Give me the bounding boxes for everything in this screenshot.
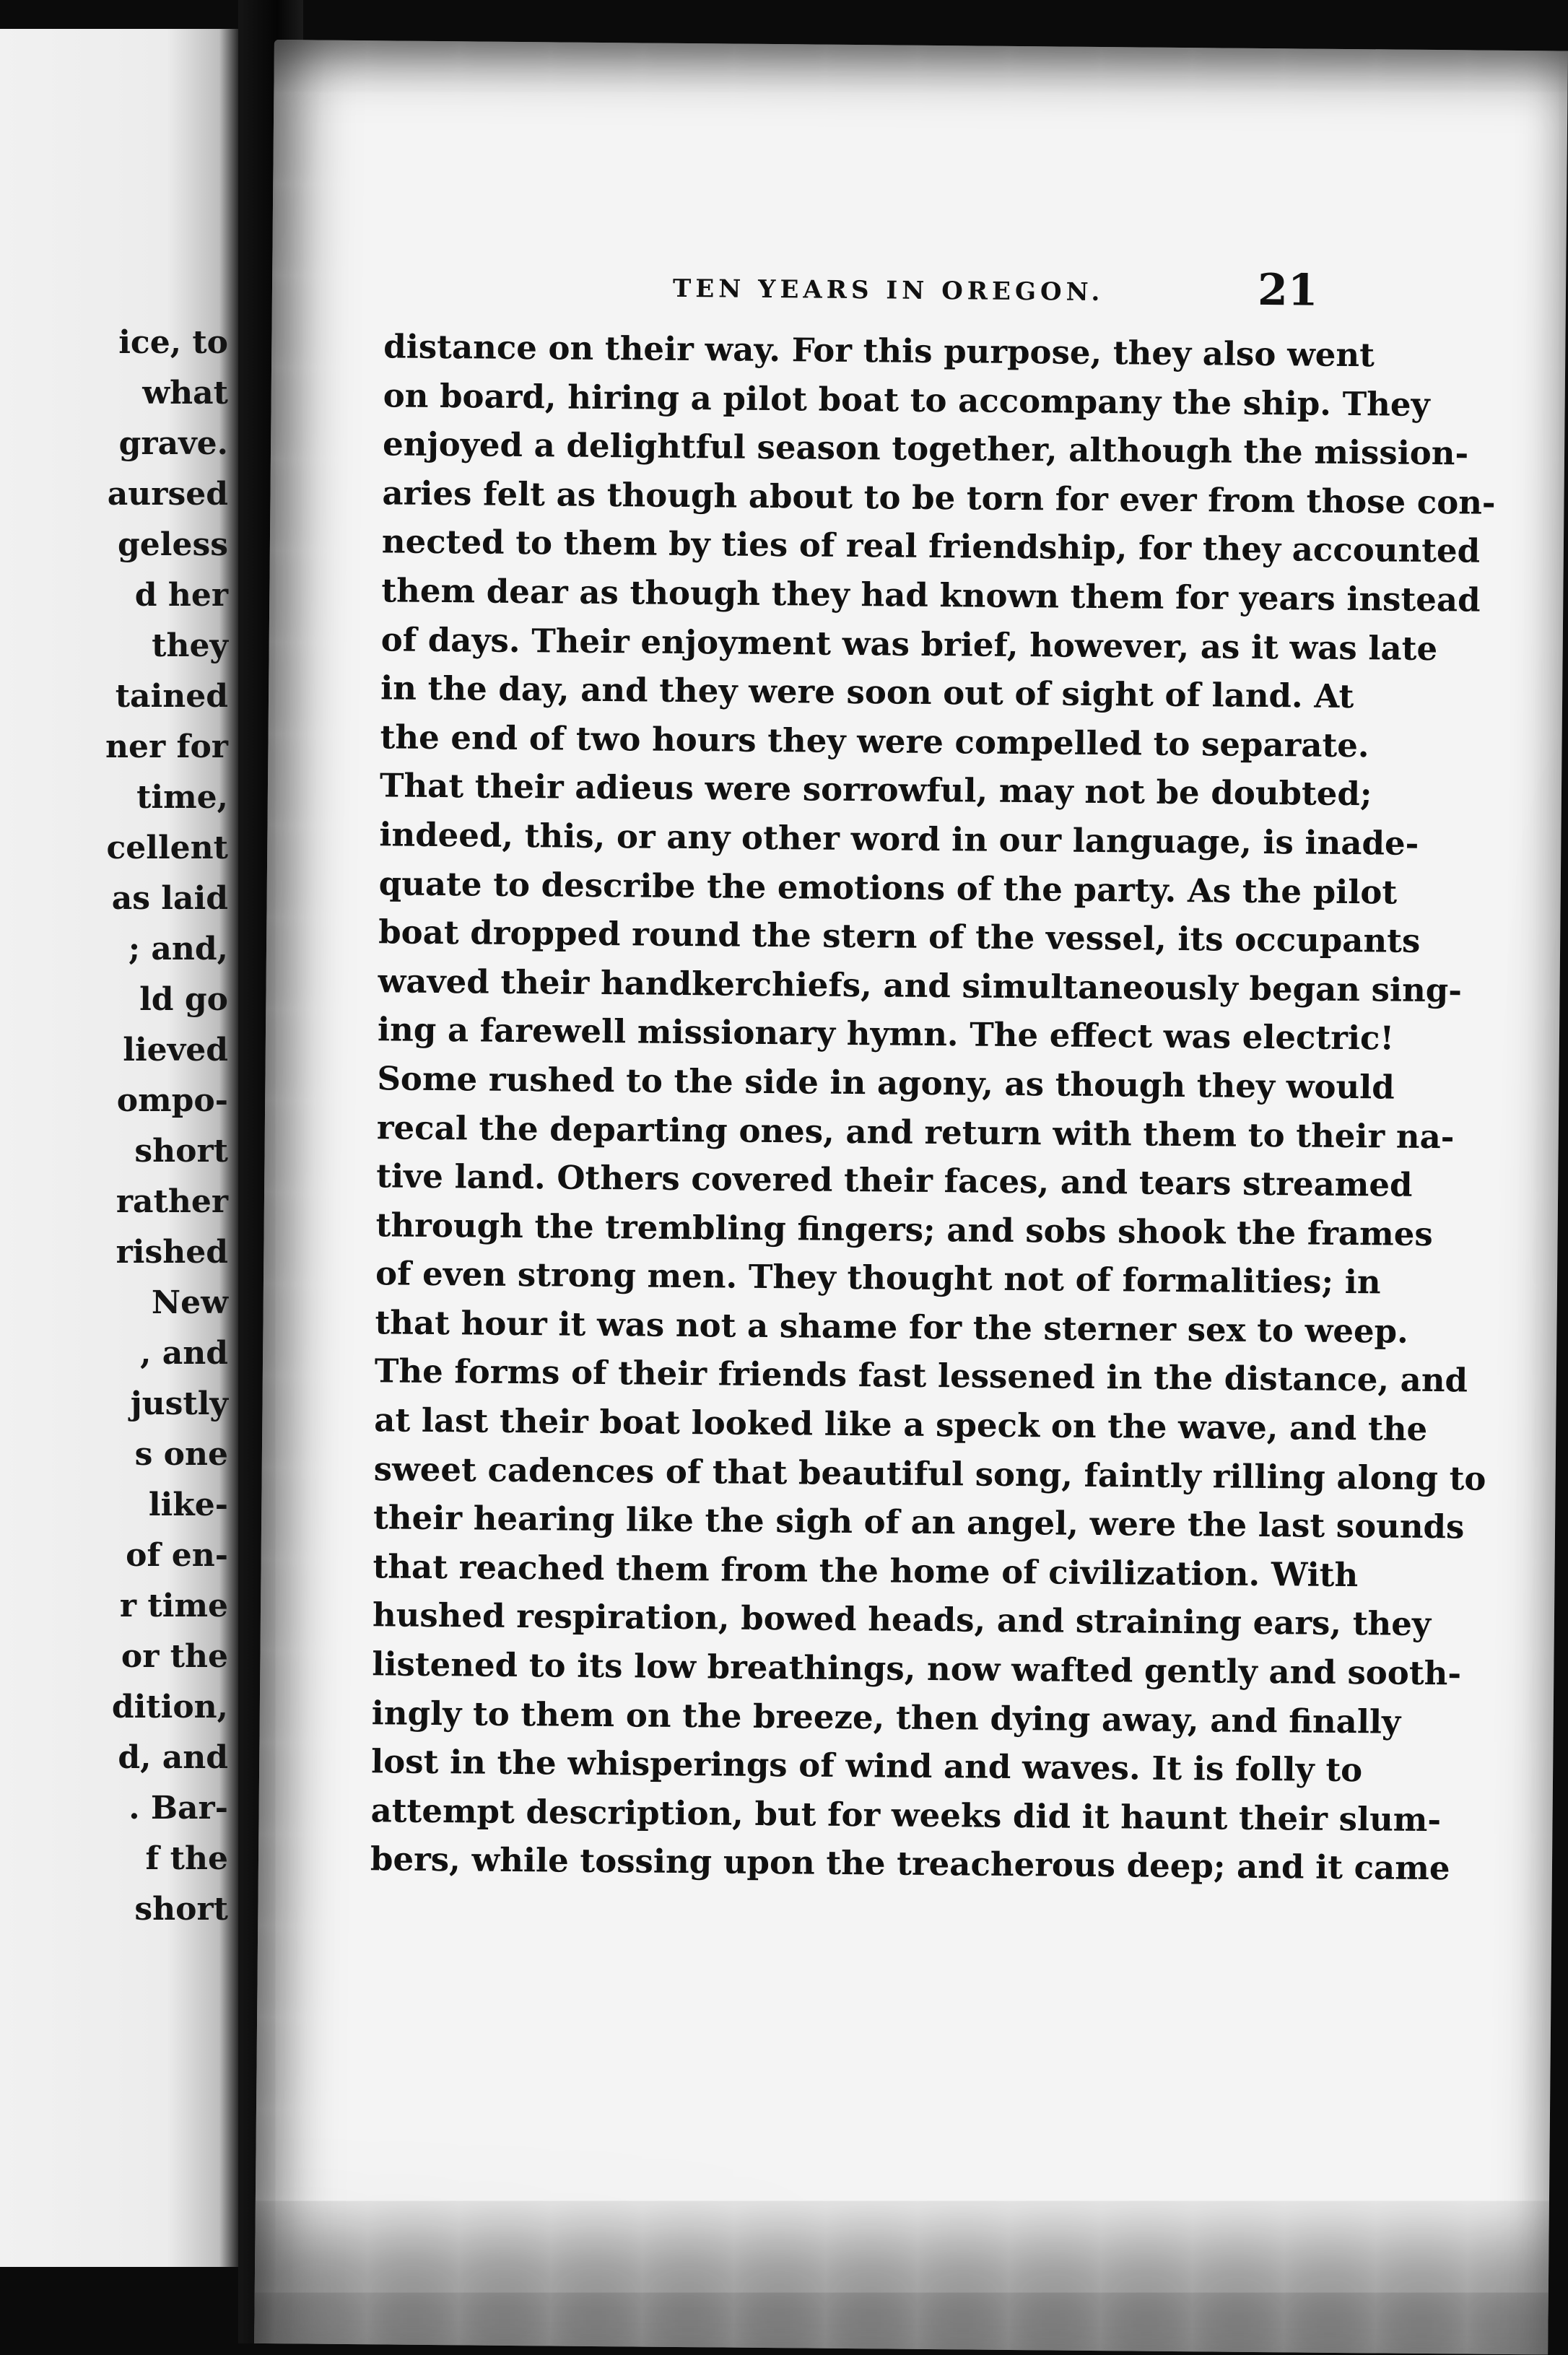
left-page-fragment: ice, to xyxy=(118,324,228,361)
text-line: ing a farewell missionary hymn. The effect was electric! xyxy=(377,1010,1395,1058)
text-line: bers, while tossing upon the treacherous deep; and it came xyxy=(370,1840,1450,1888)
page-number: 21 xyxy=(1257,264,1318,316)
left-page-text-fragments xyxy=(105,318,228,1935)
text-line: through the trembling fingers; and sobs shook the frames xyxy=(375,1205,1433,1253)
text-line: tive land. Others covered their faces, and tears streamed xyxy=(376,1157,1413,1204)
text-line: at last their boat looked like a speck on the wave, and the xyxy=(374,1401,1428,1449)
left-page-fragment: what xyxy=(142,375,228,412)
left-page-fragment: ompo- xyxy=(116,1082,228,1119)
left-page-fragment: dition, xyxy=(111,1689,228,1725)
left-page-fragment: New xyxy=(151,1284,228,1321)
text-line: hushed respiration, bowed heads, and straining ears, they xyxy=(372,1596,1432,1644)
left-page-fragment: . Bar- xyxy=(129,1790,228,1827)
text-line: enjoyed a delightful season together, although the mission- xyxy=(382,425,1469,473)
left-page-fragment: s one xyxy=(134,1436,228,1473)
left-page-fragment: time, xyxy=(136,779,228,816)
left-page-fragment: r time xyxy=(119,1588,228,1624)
text-line: lost in the whisperings of wind and waves. It is folly to xyxy=(370,1742,1363,1790)
left-page-fragment: tained xyxy=(115,678,228,715)
text-line: The forms of their friends fast lessened in the distance, and xyxy=(374,1351,1468,1400)
left-page-fragment: rished xyxy=(116,1234,228,1271)
left-page-fragment: of en- xyxy=(126,1537,228,1574)
left-page-fragment: , and xyxy=(140,1335,228,1372)
left-page-fragment: geless xyxy=(117,526,228,563)
text-line: attempt description, but for weeks did it haunt their slum- xyxy=(370,1791,1442,1840)
text-line: them dear as though they had known them for years instead xyxy=(381,571,1481,619)
left-page-fragment: f the xyxy=(145,1840,228,1877)
left-page-fragment: short xyxy=(134,1891,228,1928)
left-page-fragment: short xyxy=(134,1133,228,1170)
text-line: indeed, this, or any other word in our language, is inade- xyxy=(379,815,1419,863)
text-line: recal the departing ones, and return with them to their na- xyxy=(376,1107,1455,1156)
left-page-fragment: rather xyxy=(116,1183,228,1220)
text-line: sweet cadences of that beautiful song, faintly rilling along to xyxy=(373,1449,1486,1498)
left-page-fragment: or the xyxy=(121,1638,228,1675)
left-page-fragment: cellent xyxy=(106,830,228,866)
left-page-fragment: d her xyxy=(134,577,228,614)
left-page-fragment: ; and, xyxy=(128,931,228,967)
left-page-fragment: they xyxy=(152,627,228,664)
text-line: the end of two hours they were compelled to separate. xyxy=(380,718,1369,765)
text-line: waved their handkerchiefs, and simultaneously began sing- xyxy=(378,962,1463,1010)
page-header xyxy=(272,256,1567,333)
text-line: that reached them from the home of civilization. With xyxy=(373,1547,1359,1595)
text-line: in the day, and they were soon out of sight of land. At xyxy=(380,669,1354,716)
left-page-fragment: lieved xyxy=(123,1032,228,1068)
left-page-fragment: ld go xyxy=(139,981,228,1018)
running-head: TEN YEARS IN OREGON. xyxy=(672,274,1105,308)
left-page-fragment: aursed xyxy=(107,476,228,513)
text-line: that hour it was not a shame for the sterner sex to weep. xyxy=(375,1303,1408,1351)
text-line: of even strong men. They thought not of formalities; in xyxy=(375,1254,1381,1302)
left-page-fragment: justly xyxy=(130,1385,228,1422)
left-page-fragment: d, and xyxy=(118,1739,228,1776)
text-line: Some rushed to the side in agony, as though they would xyxy=(377,1059,1395,1107)
text-line: on board, hiring a pilot boat to accompany the ship. They xyxy=(383,375,1430,424)
text-line: of days. Their enjoyment was brief, however, as it was late xyxy=(380,619,1438,668)
right-page xyxy=(254,40,1568,2355)
text-line: their hearing like the sigh of an angel, were the last sounds xyxy=(373,1498,1465,1546)
text-line: distance on their way. For this purpose, they also went xyxy=(383,327,1375,375)
body-text xyxy=(370,322,1496,1892)
left-page-fragment: like- xyxy=(148,1486,228,1523)
text-line: nected to them by ties of real friendship, for they accounted xyxy=(381,522,1481,570)
text-line: listened to its low breathings, now wafted gently and sooth- xyxy=(372,1645,1462,1693)
text-line: aries felt as though about to be torn for ever from those con- xyxy=(382,474,1496,522)
left-page-fragment: ner for xyxy=(105,728,228,765)
text-line: quate to describe the emotions of the party. As the pilot xyxy=(378,863,1398,912)
left-page-fragment: grave. xyxy=(118,425,228,462)
left-page xyxy=(0,29,238,2267)
text-line: ingly to them on the breeze, then dying away, and finally xyxy=(371,1693,1401,1741)
text-line: That their adieus were sorrowful, may not be doubted; xyxy=(379,766,1372,814)
left-page-fragment: as laid xyxy=(111,880,228,917)
text-line: boat dropped round the stern of the vessel, its occupants xyxy=(378,913,1421,961)
